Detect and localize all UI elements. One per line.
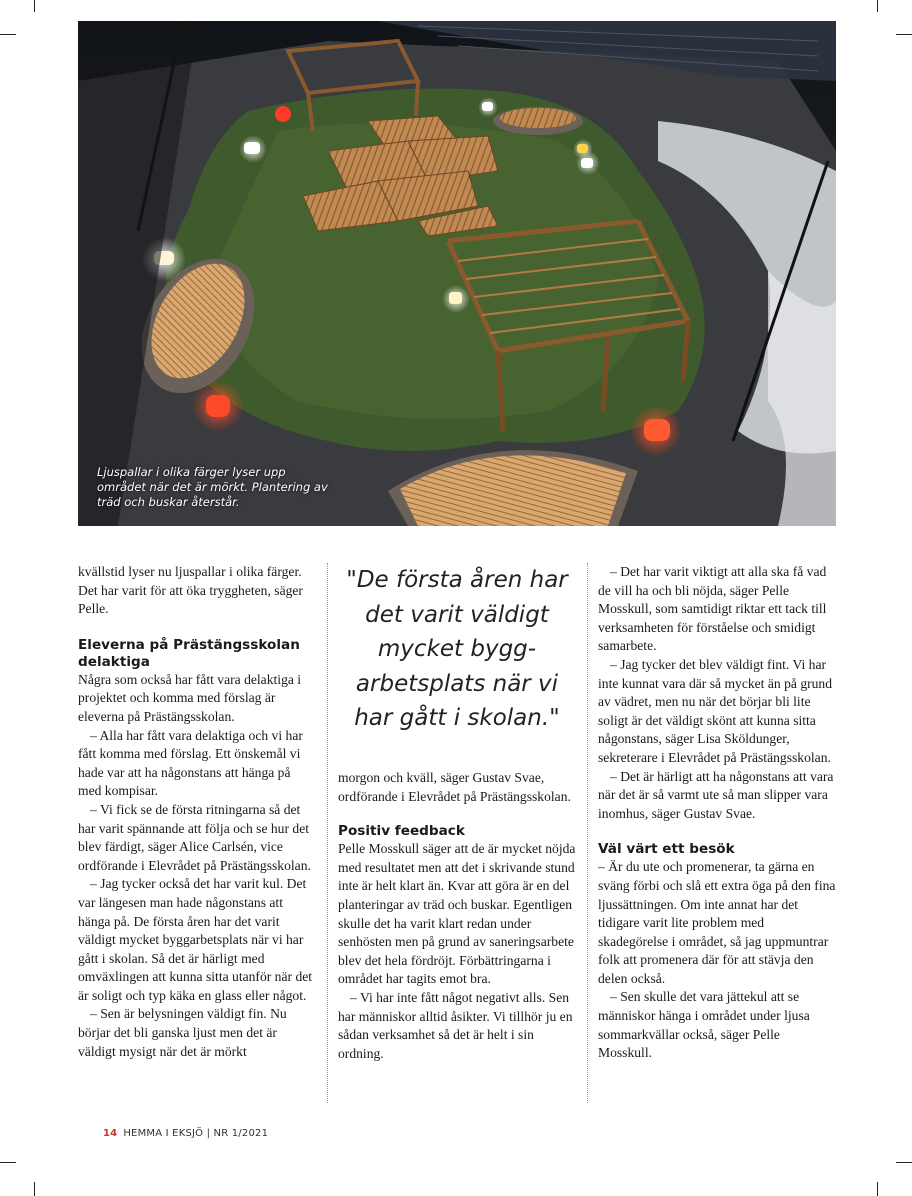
crop-mark (34, 0, 35, 12)
paragraph: Några som också har fått vara delaktiga i projektet och komma med förslag är eleverna på Prästängsskolan. (78, 671, 302, 724)
subheading: Väl värt ett besök (598, 841, 735, 858)
column-right (598, 563, 836, 1063)
paragraph: Pelle Mosskull säger att de är mycket nöjda med resultatet men att det i skrivande stund inte är helt klart än. Kvar att göra är en del planteringar av träd och buskar. Egentligen skulle det ha varit klart redan under senhösten men på grund av saneringsarbete blev det hela fördröjt. Förbättringarna i området har tagits emot bra. (338, 841, 576, 987)
column-left (78, 563, 316, 1061)
paragraph: – Sen skulle det vara jättekul att se människor hänga i området under ljusa sommarkvällar också, säger Pelle Mosskull. (598, 989, 810, 1061)
subheading: Eleverna på Prästängsskolan delaktiga (78, 636, 300, 670)
paragraph: – Alla har fått vara delaktiga och vi har fått komma med förslag. Ett önskemål vi hade var att ha någonstans att hänga på med kompisar. (78, 727, 303, 799)
column-divider (587, 563, 588, 1103)
crop-mark (877, 1182, 878, 1196)
paragraph: – Vi fick se de första ritningarna så det har varit spännande att följa och se hur det blev färdigt, säger Alice Carlsén, vice ordförande i Elevrådet på Prästängsskolan. (78, 801, 311, 873)
paragraph: – Det har varit viktigt att alla ska få vad de vill ha och bli nöjda, säger Pelle Mosskull, som samtidigt riktar ett tack till verksamheten för förståelse och smidigt samarbete. (598, 564, 827, 654)
column-divider (327, 563, 328, 1103)
crop-mark (34, 1182, 35, 1196)
paragraph: – Jag tycker det blev väldigt fint. Vi har inte kunnat vara där så mycket än på grund av vädret, men nu när det börjar bli lite soligt är det väldigt skönt att kunna sitta någonstans, säger Lisa Sköldunger, sekreterare i Elevrådet på Prästängsskolan. (598, 656, 833, 765)
paragraph: – Jag tycker också det har varit kul. Det var längesen man hade någonstans att hänga på. De första åren har det varit väldigt mycket byggarbetsplats när vi har gått i skolan. Så det är härligt med omväxlingen att kunna sitta utanför när det är soligt och typ käka en glass eller något. (78, 876, 313, 1003)
photo-caption: Ljuspallar i olika färger lyser upp området när det är mörkt. Plantering av träd och buskar återstår. (97, 465, 328, 509)
paragraph: – Sen är belysningen väldigt fin. Nu börjar det bli ganska ljust men det är väldigt mysigt när det är mörkt (78, 1006, 287, 1059)
crop-mark (0, 1162, 16, 1163)
page-number: 14 (103, 1128, 118, 1139)
publication-name: HEMMA I EKSJÖ | NR 1/2021 (123, 1128, 269, 1139)
column-middle (338, 769, 576, 1063)
page-footer (103, 1128, 268, 1139)
pull-quote: "De första åren har det varit väldigt mycket byggarbetsplats när vi har gått i skolan." (346, 567, 568, 731)
paragraph: – Vi har inte fått något negativt alls. Sen har människor alltid åsikter. Vi tillhör ju en sådan verksamhet så det är helt i sin ordning. (338, 989, 573, 1061)
crop-mark (877, 0, 878, 12)
subheading: Positiv feedback (338, 823, 465, 840)
paragraph: morgon och kväll, säger Gustav Svae, ordförande i Elevrådet på Prästängsskolan. (338, 770, 571, 804)
schoolyard-illustration (78, 21, 836, 526)
paragraph: – Är du ute och promenerar, ta gärna en sväng förbi och slå ett extra öga på den fina ljussättningen. Om inte annat har det tidigare varit lite problem med skadegörelse i området, så jag uppmuntrar folk att promenera där för att stävja den delen också. (598, 859, 836, 986)
crop-mark (0, 34, 16, 35)
schoolyard-photo (78, 21, 836, 526)
crop-mark (896, 1162, 912, 1163)
paragraph: kvällstid lyser nu ljuspallar i olika färger. Det har varit för att öka tryggheten, säger Pelle. (78, 564, 303, 617)
paragraph: – Det är härligt att ha någonstans att vara när det är så varmt ute så man slipper vara inomhus, säger Gustav Svae. (598, 768, 834, 821)
crop-mark (896, 34, 912, 35)
